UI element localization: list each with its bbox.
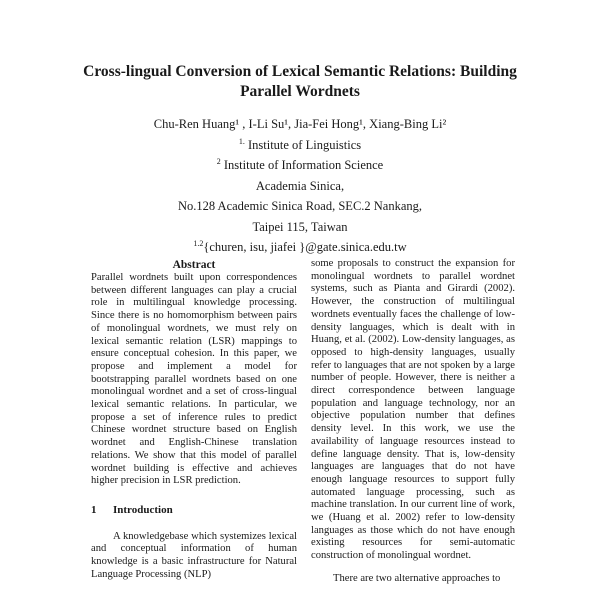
city: Taipei 115, Taiwan <box>252 219 348 234</box>
organization: Academia Sinica, <box>255 178 345 193</box>
address: No.128 Academic Sinica Road, SEC.2 Nankang, <box>177 199 423 213</box>
email-mark: 1.2 <box>193 238 204 248</box>
right-paragraph-2: There are two alternative approaches to <box>333 572 501 584</box>
abstract-text: Parallel wordnets built upon correspondences between different languages can play a crucial role in multilingual knowledge processing. Since there is no homomorphism between pairs of monolingual wordnets, we must rely on lexical semantic relation (LSR) mappings to ensure conceptual cohesion. In this paper, we propose and implement a model for bootstrapping parallel wordnets based on one monolingual wordnet and a set of cross-lingual lexical semantic relations. In particular, we propose a set of inference rules to predict Chinese wordnet structure based on English wordnet and English-Chinese translation relations. We show that this model of parallel wordnet building is effective and achieves higher precision in LSR prediction. <box>91 272 297 487</box>
introduction-paragraph: A knowledgebase which systemizes lexical and conceptual information of human knowledge is a basic infrastructure for Natural Language Processing (NLP) <box>91 530 297 580</box>
right-column <box>311 258 515 586</box>
email: $^{1.2}${churen, isu, jiafei }@gate.sinica.edu.tw <box>193 238 407 254</box>
section-heading-introduction <box>91 504 297 517</box>
title-line-2: Parallel Wordnets <box>240 83 360 100</box>
left-column <box>91 258 297 581</box>
author-block <box>40 114 560 258</box>
title-line-1: Cross-lingual Conversion of Lexical Semantic Relations: Building <box>83 63 517 80</box>
author-names: Chu-Ren Huang¹ , I-Li Su¹, Jia-Fei Hong¹, Xiang-Bing Li² <box>153 117 447 131</box>
section-title: Introduction <box>113 503 173 516</box>
affiliation-1: $^{1.}$ Institute of Linguistics <box>238 136 362 152</box>
affiliation-2: $^2$ Institute of Information Science <box>216 156 384 172</box>
affiliation-1-mark: 1. <box>238 136 245 146</box>
affiliation-2-mark: 2 <box>216 156 221 166</box>
paper-title <box>60 62 540 102</box>
right-paragraph-1: some proposals to construct the expansion for monolingual wordnets to parallel wordnet systems, such as Pianta and Girardi (2002). However, the construction of multilingual wordnets eventually faces the challenge of low-density languages, which is dealt with in Huang, et al. (2002). Low-density languages, as opposed to high-density languages, usually refer to languages that are not spoken by a large number of people. However, there is neither a direct correspondence between language population and language technology, nor an objective population number that defines density level. In this work, we use the availability of language resources instead to define language density. That is, low-density languages are languages that do not have enough language resources to support fully automated language processing, such as machine translation. In our current line of work, we (Huang et al. 2002) refer to low-density languages as those which do not have enough existing resources for semi-automatic construction of monolingual wordnet. <box>311 258 515 562</box>
abstract-heading: Abstract <box>172 259 216 271</box>
section-number: 1 <box>91 503 97 516</box>
